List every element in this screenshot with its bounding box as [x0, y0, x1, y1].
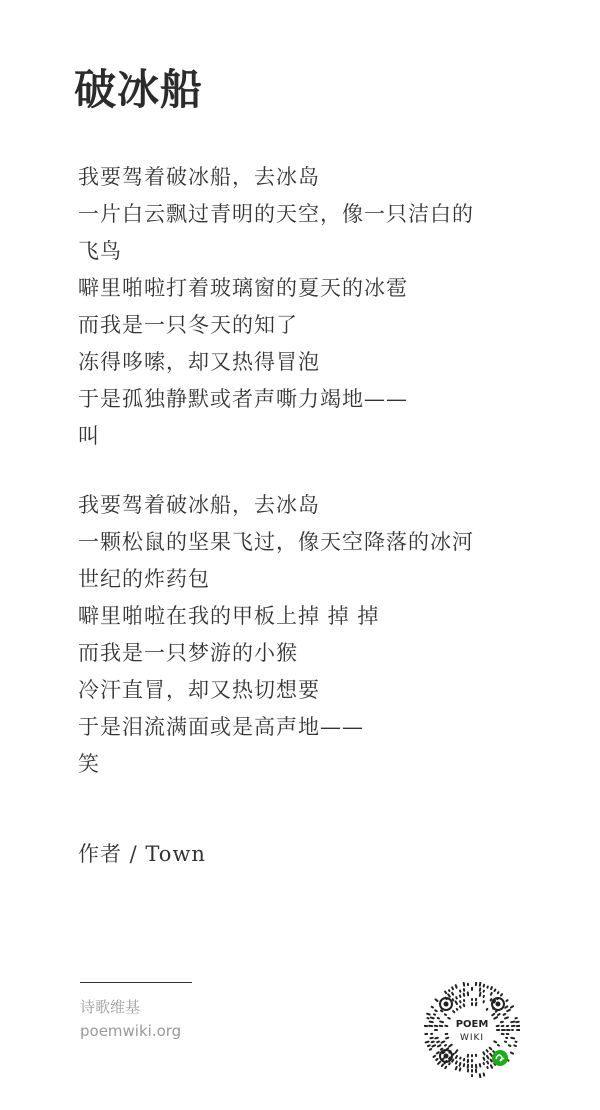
qr-dot	[426, 1042, 429, 1043]
qr-dot	[514, 1045, 516, 1046]
qr-dot	[487, 1056, 488, 1058]
qr-dot	[509, 1045, 510, 1046]
qr-dot	[511, 1006, 513, 1007]
poem-line: 我要驾着破冰船，去冰岛	[78, 165, 320, 189]
qr-dot	[491, 1065, 492, 1067]
poem-line: 于是泪流满面或是高声地——	[78, 715, 364, 739]
qr-dot	[440, 1021, 443, 1022]
qr-label-bottom: WIKI	[459, 1033, 485, 1043]
poem-line: 噼里啪啦打着玻璃窗的夏天的冰雹	[78, 276, 408, 300]
qr-dot	[430, 1022, 433, 1023]
qr-dot	[448, 1018, 450, 1019]
qr-dot	[438, 1062, 440, 1064]
qr-dot	[491, 993, 492, 995]
qr-dot	[456, 985, 457, 988]
qr-dot	[443, 1052, 445, 1053]
qr-dot	[460, 1006, 461, 1007]
qr-dot	[460, 1063, 461, 1066]
poem-line: 冷汗直冒，却又热切想要	[78, 678, 320, 702]
qr-dot	[435, 1010, 437, 1011]
mini-program-badge-icon	[492, 1050, 508, 1066]
qr-dot	[441, 1041, 444, 1042]
qr-dot	[487, 1009, 488, 1010]
qr-dot	[431, 1018, 434, 1019]
qr-dot	[505, 1006, 507, 1007]
qr-dot	[449, 1045, 452, 1047]
poem-line: 噼里啪啦在我的甲板上掉 掉 掉	[78, 604, 380, 628]
poem-line: 我要驾着破冰船，去冰岛	[78, 493, 320, 517]
stanza-1	[78, 159, 518, 455]
poem-line: 世纪的炸药包	[78, 567, 210, 591]
qr-dot	[487, 1050, 488, 1051]
qr-dot	[456, 1062, 457, 1064]
qr-dot	[452, 987, 453, 989]
qr-dot	[464, 994, 465, 996]
qr-dot	[449, 1057, 450, 1059]
poem-title: 破冰船	[74, 65, 204, 114]
qr-dot	[480, 1074, 481, 1077]
qr-dot	[480, 993, 481, 996]
poem-line: 冻得哆嗦，却又热得冒泡	[78, 350, 320, 374]
qr-dot	[428, 1045, 430, 1046]
qr-dot	[506, 1000, 507, 1001]
qr-dot	[494, 1001, 495, 1003]
qr-dot	[501, 1022, 503, 1023]
qr-dot	[452, 993, 453, 995]
qr-dot	[436, 999, 438, 1001]
poem-line: 飞鸟	[78, 239, 122, 263]
qr-dot	[498, 1014, 500, 1015]
qr-dot	[498, 1045, 499, 1046]
qr-dot	[435, 1038, 438, 1039]
qr-dot	[432, 1045, 435, 1046]
qr-dot	[453, 1011, 454, 1012]
qr-dot	[491, 1060, 492, 1062]
qr-dot	[442, 1064, 443, 1066]
qr-dot	[433, 1056, 435, 1057]
qr-dot	[430, 1049, 431, 1050]
poem-line: 一颗松鼠的坚果飞过，像天空降落的冰河	[78, 530, 474, 554]
qr-dot	[441, 1049, 443, 1050]
qr-finder-dot	[444, 1054, 449, 1059]
poem-line: 而我是一只梦游的小猴	[78, 641, 298, 665]
footer-site-name: 诗歌维基	[80, 998, 141, 1016]
qr-dot	[445, 1067, 446, 1068]
qr-dot	[456, 1002, 457, 1005]
qr-dot	[445, 1014, 446, 1015]
poem-line: 于是孤独静默或者声嘶力竭地——	[78, 387, 408, 411]
qr-dot	[492, 1014, 494, 1015]
qr-dot	[487, 1062, 488, 1064]
qr-dot	[460, 1068, 461, 1070]
qr-dot	[437, 1052, 439, 1053]
qr-dot	[490, 1054, 492, 1056]
qr-dot	[436, 1059, 437, 1060]
qr-dot	[483, 1058, 484, 1060]
qr-dot	[456, 997, 457, 998]
qr-dot	[490, 1048, 492, 1050]
poem-line: 而我是一只冬天的知了	[78, 313, 298, 337]
footer-site-url[interactable]: poemwiki.org	[80, 1022, 182, 1040]
qr-dot	[494, 1041, 496, 1042]
qr-dot	[455, 1050, 457, 1053]
qr-dot	[432, 1042, 434, 1043]
qr-dot	[484, 1073, 485, 1075]
qr-dot	[445, 1045, 446, 1046]
qr-dot	[437, 1042, 439, 1043]
qr-dot	[511, 1038, 514, 1039]
qr-dot	[452, 1060, 453, 1062]
qr-dot	[494, 1017, 497, 1018]
qr-finder-dot	[444, 1002, 449, 1007]
poem-line: 笑	[78, 752, 100, 776]
qr-dot	[438, 1045, 441, 1046]
qr-dot	[491, 999, 492, 1000]
qr-dot	[491, 987, 492, 989]
qr-dot	[446, 1038, 448, 1039]
qr-dot	[453, 1054, 454, 1055]
qr-dot	[480, 983, 481, 986]
poem-line: 一片白云飘过青明的天空，像一只洁白的	[78, 202, 474, 226]
qr-finder-dot	[496, 1002, 501, 1007]
poem-author: 作者 / Town	[78, 842, 206, 866]
qr-dot	[449, 1063, 450, 1064]
qr-dot	[448, 994, 450, 996]
qr-dot	[427, 1014, 430, 1015]
qr-code-icon[interactable]	[424, 982, 520, 1078]
footer-divider	[80, 982, 192, 983]
qr-dot	[507, 1010, 510, 1011]
qr-dot	[445, 992, 446, 994]
qr-dot	[460, 995, 461, 997]
qr-dot	[443, 1058, 444, 1059]
qr-dot	[504, 1014, 506, 1015]
qr-dot	[453, 999, 454, 1000]
qr-dot	[456, 1056, 457, 1058]
qr-dot	[505, 1017, 508, 1018]
qr-dot	[511, 1053, 513, 1054]
qr-dot	[501, 994, 502, 995]
qr-dot	[457, 1009, 458, 1010]
poem-line: 叫	[78, 424, 100, 448]
qr-dot	[511, 1022, 514, 1023]
qr-dot	[464, 1004, 465, 1006]
poem-body	[78, 159, 518, 815]
qr-dot	[456, 1067, 457, 1069]
qr-dot	[432, 1007, 433, 1008]
qr-dot	[480, 1064, 481, 1066]
qr-dot	[483, 1052, 484, 1054]
stanza-2	[78, 487, 518, 783]
qr-label-top: POEM	[455, 1019, 489, 1030]
qr-dot	[441, 1010, 442, 1011]
qr-dot	[495, 990, 496, 991]
qr-dot	[498, 992, 499, 993]
qr-dot	[496, 1011, 497, 1012]
